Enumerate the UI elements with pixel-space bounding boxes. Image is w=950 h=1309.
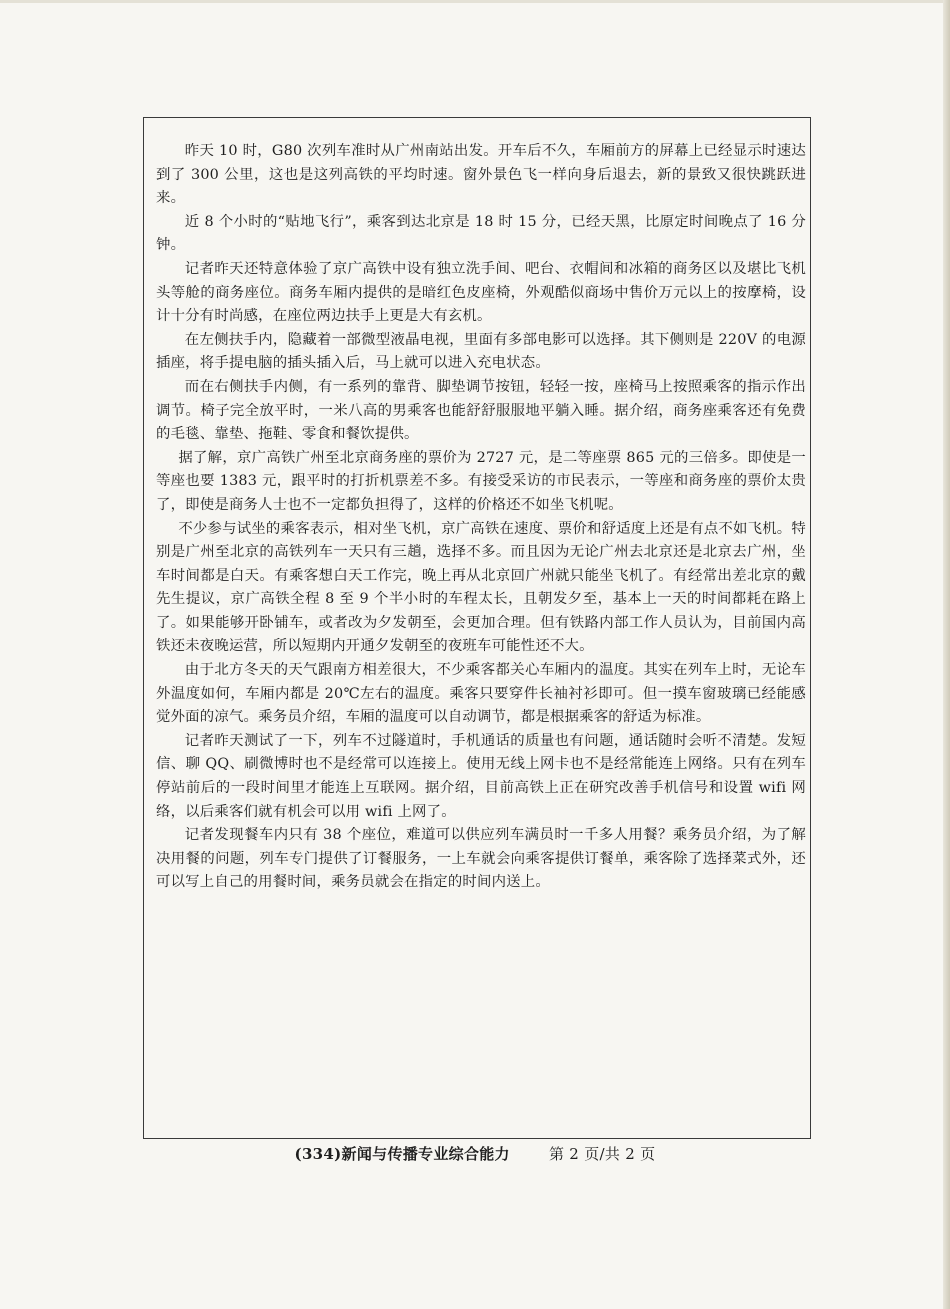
paragraph: 近 8 个小时的“贴地飞行”，乘客到达北京是 18 时 15 分，已经天黑，比原定时间晚点了 16 分钟。 xyxy=(156,213,806,254)
course-title: (334)新闻与传播专业综合能力 xyxy=(294,1145,510,1163)
paragraph: 记者昨天测试了一下，列车不过隧道时，手机通话的质量也有问题，通话随时会听不清楚。发短信、聊 QQ、刷微博时也不是经常可以连接上。使用无线上网卡也不是经常能连上网络。只有在列车停站前后的一段时间里才能连上互联网。据介绍，目前高铁上正在研究改善手机信号和设置 wifi 网络，以后乘客们就有机会可以用 wifi 上网了。 xyxy=(156,732,806,820)
paragraph: 而在右侧扶手内侧，有一系列的靠背、脚垫调节按钮，轻轻一按，座椅马上按照乘客的指示作出调节。椅子完全放平时，一米八高的男乘客也能舒舒服服地平躺入睡。据介绍，商务座乘客还有免费的毛毯、靠垫、拖鞋、零食和餐饮提供。 xyxy=(156,378,806,443)
page-number: 第 2 页/共 2 页 xyxy=(548,1145,656,1163)
article-body xyxy=(156,140,806,895)
paragraph: 在左侧扶手内，隐藏着一部微型液晶电视，里面有多部电影可以选择。其下侧则是 220V 的电源插座，将手提电脑的插头插入后，马上就可以进入充电状态。 xyxy=(156,331,806,372)
page-footer xyxy=(0,1143,950,1164)
paragraph: 昨天 10 时，G80 次列车准时从广州南站出发。开车后不久，车厢前方的屏幕上已经显示时速达到了 300 公里，这也是这列高铁的平均时速。窗外景色飞一样向身后退去，新的景致又很快跳跃进来。 xyxy=(156,143,806,207)
scan-right-edge xyxy=(943,0,950,1309)
paragraph: 记者发现餐车内只有 38 个座位，难道可以供应列车满员时一千多人用餐？乘务员介绍，为了解决用餐的问题，列车专门提供了订餐服务，一上车就会向乘客提供订餐单，乘客除了选择菜式外，还可以写上自己的用餐时间，乘务员就会在指定的时间内送上。 xyxy=(156,827,806,891)
scan-top-edge xyxy=(0,0,950,3)
paragraph: 不少参与试坐的乘客表示，相对坐飞机，京广高铁在速度、票价和舒适度上还是有点不如飞机。特别是广州至北京的高铁列车一天只有三趟，选择不多。而且因为无论广州去北京还是北京去广州，坐车时间都是白天。有乘客想白天工作完，晚上再从北京回广州就只能坐飞机了。有经常出差北京的戴先生提议，京广高铁全程 8 至 9 个半小时的车程太长，且朝发夕至，基本上一天的时间都耗在路上了。如果能够开卧铺车，或者改为夕发朝至，会更加合理。但有铁路内部工作人员认为，目前国内高铁还未夜晚运营，所以短期内开通夕发朝至的夜班车可能性还不大。 xyxy=(156,520,806,655)
paragraph: 记者昨天还特意体验了京广高铁中设有独立洗手间、吧台、衣帽间和冰箱的商务区以及堪比飞机头等舱的商务座位。商务车厢内提供的是暗红色皮座椅，外观酷似商场中售价万元以上的按摩椅，设计十分有时尚感，在座位两边扶手上更是大有玄机。 xyxy=(156,260,806,325)
paragraph: 由于北方冬天的天气跟南方相差很大，不少乘客都关心车厢内的温度。其实在列车上时，无论车外温度如何，车厢内都是 20℃左右的温度。乘客只要穿件长袖衬衫即可。但一摸车窗玻璃已经能感觉外面的凉气。乘务员介绍，车厢的温度可以自动调节，都是根据乘客的舒适为标准。 xyxy=(156,662,806,726)
paragraph: 据了解，京广高铁广州至北京商务座的票价为 2727 元，是二等座票 865 元的三倍多。即使是一等座也要 1383 元，跟平时的打折机票差不多。有接受采访的市民表示，一等座和商务座的票价太贵了，即使是商务人士也不一定都负担得了，这样的价格还不如坐飞机呢。 xyxy=(156,449,806,513)
